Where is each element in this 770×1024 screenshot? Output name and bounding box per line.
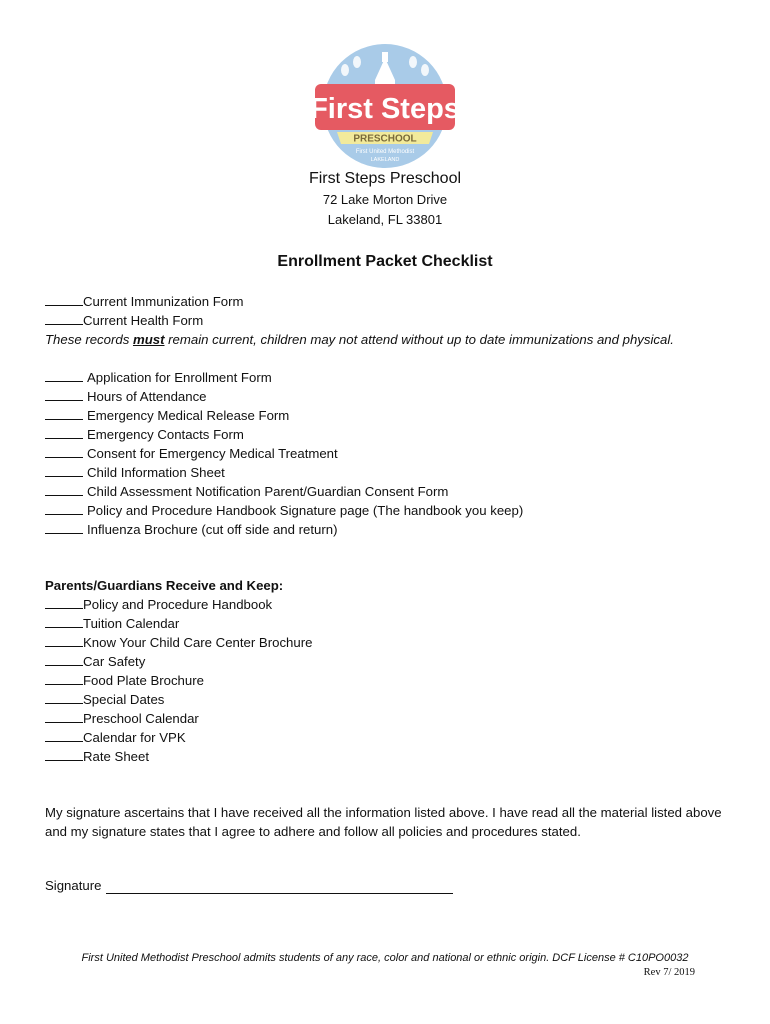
- address-line-1: 72 Lake Morton Drive: [322, 192, 448, 207]
- checklist-item: Emergency Medical Release Form: [45, 406, 523, 425]
- check-blank[interactable]: [45, 633, 83, 647]
- receive-item: Special Dates: [45, 690, 312, 709]
- receive-item: Rate Sheet: [45, 747, 312, 766]
- check-blank[interactable]: [45, 501, 83, 515]
- checklist-item: Consent for Emergency Medical Treatment: [45, 444, 523, 463]
- document-title: Enrollment Packet Checklist: [277, 253, 493, 270]
- records-item: Current Immunization Form: [45, 292, 674, 311]
- address-line-2: Lakeland, FL 33801: [327, 212, 443, 227]
- check-blank[interactable]: [45, 463, 83, 477]
- logo-ribbon-text: PRESCHOOL: [353, 133, 417, 145]
- checklist-item: Policy and Procedure Handbook Signature page (The handbook you keep): [45, 501, 523, 520]
- receive-heading: Parents/Guardians Receive and Keep:: [45, 578, 284, 593]
- check-blank[interactable]: [45, 368, 83, 382]
- school-logo: [305, 40, 465, 172]
- receive-item: Know Your Child Care Center Brochure: [45, 633, 312, 652]
- check-blank[interactable]: [45, 482, 83, 496]
- check-blank[interactable]: [45, 406, 83, 420]
- signature-line[interactable]: [106, 893, 453, 894]
- logo-city: LAKELAND: [370, 157, 400, 163]
- check-blank[interactable]: [45, 292, 83, 306]
- revision-date: Rev 7/ 2019: [643, 967, 695, 978]
- checklist-item: Hours of Attendance: [45, 387, 523, 406]
- check-blank[interactable]: [45, 595, 83, 609]
- check-blank[interactable]: [45, 652, 83, 666]
- check-blank[interactable]: [45, 728, 83, 742]
- receive-item: Tuition Calendar: [45, 614, 312, 633]
- check-blank[interactable]: [45, 387, 83, 401]
- checklist-item: Child Information Sheet: [45, 463, 523, 482]
- logo-church-name: First United Methodist: [355, 149, 415, 155]
- check-blank[interactable]: [45, 425, 83, 439]
- check-blank[interactable]: [45, 709, 83, 723]
- checklist-item: Influenza Brochure (cut off side and return): [45, 520, 523, 539]
- check-blank[interactable]: [45, 444, 83, 458]
- school-name: First Steps Preschool: [308, 170, 462, 187]
- receive-section: [45, 576, 312, 766]
- receive-item: Policy and Procedure Handbook: [45, 595, 312, 614]
- check-blank[interactable]: [45, 671, 83, 685]
- receive-item: Car Safety: [45, 652, 312, 671]
- check-blank[interactable]: [45, 311, 83, 325]
- checklist-item: Application for Enrollment Form: [45, 368, 523, 387]
- checklist-item: Emergency Contacts Form: [45, 425, 523, 444]
- receive-item: Preschool Calendar: [45, 709, 312, 728]
- check-blank[interactable]: [45, 520, 83, 534]
- check-blank[interactable]: [45, 747, 83, 761]
- records-section: [45, 292, 674, 349]
- logo-title: First Steps: [310, 93, 460, 125]
- check-blank[interactable]: [45, 690, 83, 704]
- receive-item: Food Plate Brochure: [45, 671, 312, 690]
- footer-notice: First United Methodist Preschool admits students of any race, color and national or ethnic origin. DCF License # C10PO0032: [81, 952, 689, 964]
- enrollment-checklist: [45, 368, 523, 539]
- check-blank[interactable]: [45, 614, 83, 628]
- records-item: Current Health Form: [45, 311, 674, 330]
- checklist-item: Child Assessment Notification Parent/Guardian Consent Form: [45, 482, 523, 501]
- records-note: These records must remain current, children may not attend without up to date immunizations and physical.: [45, 332, 674, 347]
- receive-item: Calendar for VPK: [45, 728, 312, 747]
- signature-statement: My signature ascertains that I have received all the information listed above. I have read all the material listed above and my signature states that I agree to adhere and follow all policies and procedures stated.: [45, 805, 722, 839]
- signature-label: Signature: [45, 878, 102, 893]
